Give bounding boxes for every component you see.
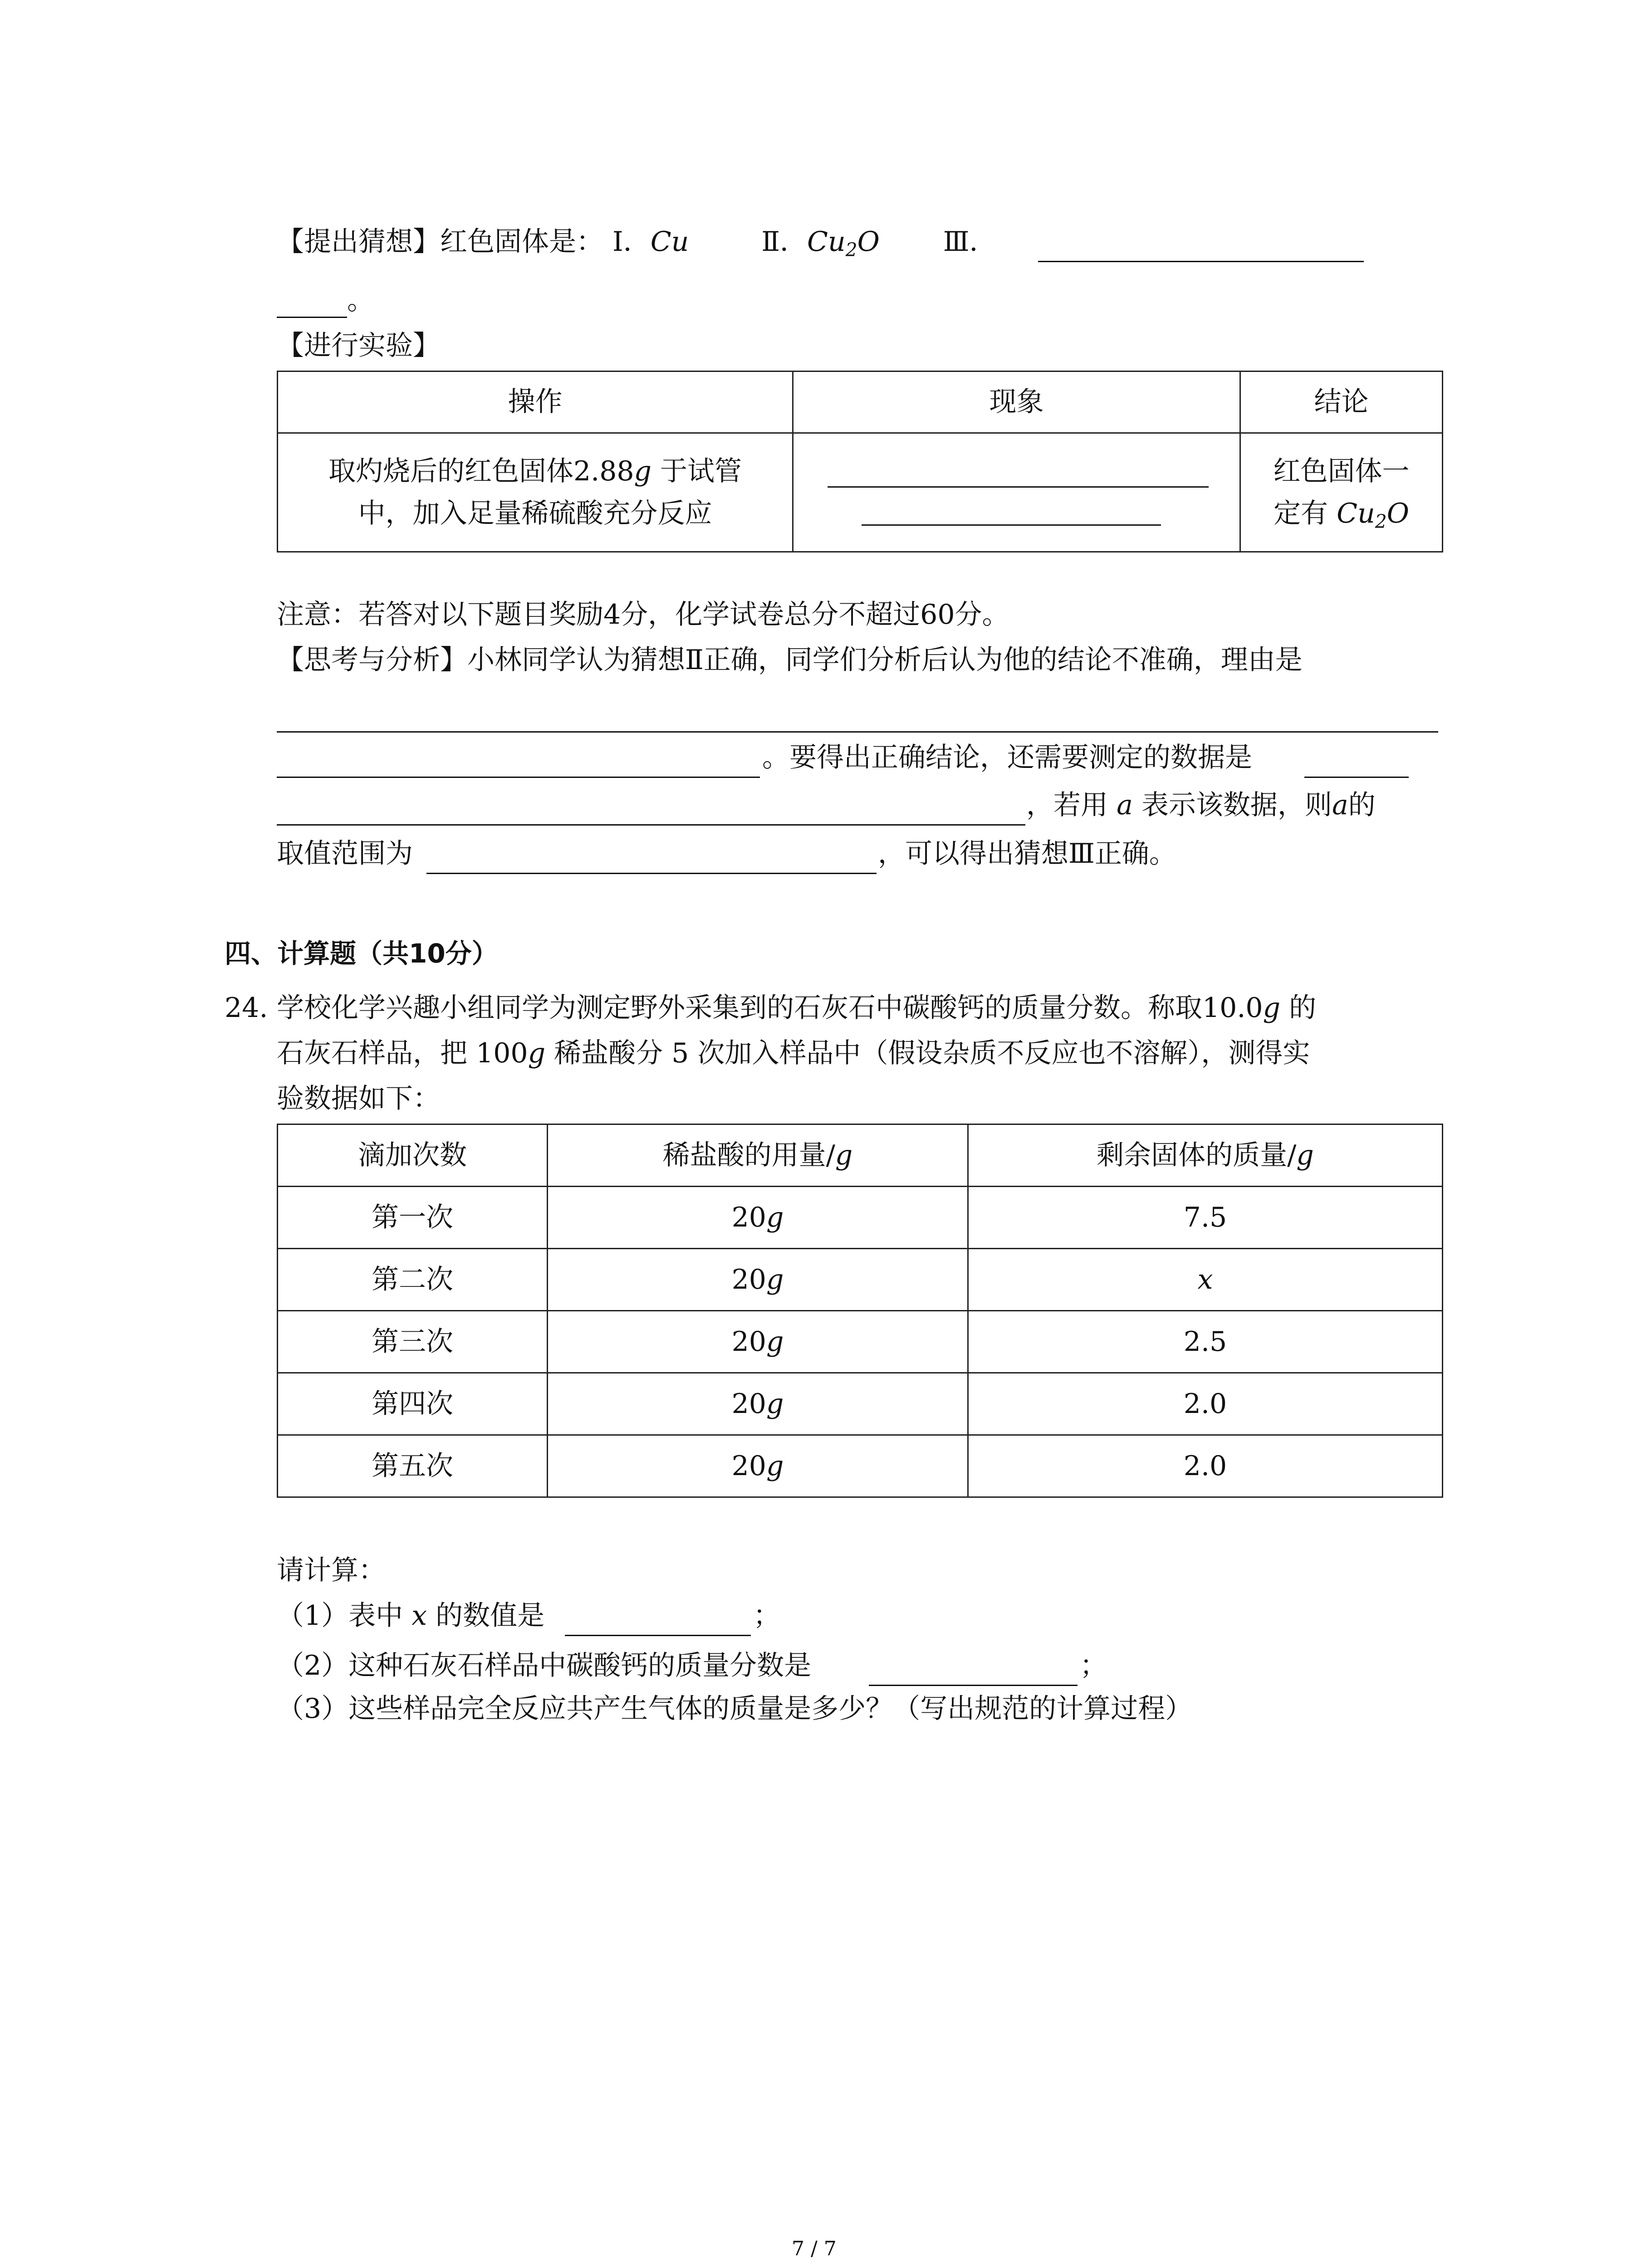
analysis-blank-reason-2[interactable]: [277, 777, 760, 778]
analysis-line-1: 【思考与分析】小林同学认为猜想Ⅱ正确，同学们分析后认为他的结论不准确，理由是: [277, 644, 1303, 676]
count-cell: 第一次: [278, 1187, 548, 1249]
subquestion-2-end: ；: [1080, 1650, 1107, 1681]
analysis-line-3-text: 。要得出正确结论，还需要测定的数据是: [762, 742, 1252, 773]
option-2-number: Ⅱ．: [761, 226, 808, 258]
subquestion-1-end: ；: [753, 1600, 780, 1632]
conclusion-cell: [1240, 433, 1443, 552]
acid-cell: 20g: [548, 1249, 968, 1311]
option-1-value: Cu: [650, 226, 689, 258]
subquestion-2-blank[interactable]: [869, 1685, 1078, 1686]
operation-cell: [278, 433, 793, 552]
table-row: [278, 1311, 1443, 1373]
header-acid-amount: 稀盐酸的用量/g: [548, 1124, 968, 1187]
table-row: [278, 1435, 1443, 1497]
subquestion-2: （2）这种石灰石样品中碳酸钙的质量分数是: [277, 1650, 812, 1681]
conclusion-line-2: 定有 $Cu_2O$: [1274, 497, 1409, 533]
phenomenon-blank-2[interactable]: [862, 524, 1161, 526]
subquestion-1: （1）表中 x 的数值是: [277, 1600, 545, 1632]
acid-cell: 20g: [548, 1187, 968, 1249]
analysis-blank-range[interactable]: [426, 873, 877, 874]
bonus-note: 注意：若答对以下题目奖励4分，化学试卷总分不超过60分。: [277, 599, 1009, 631]
phenomenon-blank-1[interactable]: [828, 486, 1209, 488]
option-3-number: Ⅲ．: [943, 226, 997, 258]
operation-line-1: 取灼烧后的红色固体2.88g 于试管: [328, 455, 742, 487]
option-1-number: Ⅰ．: [612, 226, 651, 258]
hypothesis-lead: 【提出猜想】红色固体是：: [277, 226, 603, 258]
header-conclusion: 结论: [1240, 371, 1443, 433]
table-row: [278, 1187, 1443, 1249]
question-24-line-2: 石灰石样品，把 100g 稀盐酸分 5 次加入样品中（假设杂质不反应也不溶解），测得实: [277, 1037, 1310, 1069]
experiment-table: [277, 371, 1443, 552]
hypothesis-line: [277, 226, 997, 261]
option-3-blank[interactable]: [1038, 261, 1364, 262]
analysis-line-5-tail: ，可以得出猜想Ⅲ正确。: [878, 838, 1176, 870]
question-24-number: 24.: [225, 992, 268, 1024]
acid-cell: 20g: [548, 1435, 968, 1497]
operation-line-2: 中，加入足量稀硫酸充分反应: [358, 497, 712, 529]
subquestion-1-blank[interactable]: [565, 1635, 751, 1636]
subquestion-3: （3）这些样品完全反应共产生气体的质量是多少？（写出规范的计算过程）: [277, 1693, 1193, 1725]
remain-cell: 2.5: [968, 1311, 1443, 1373]
remain-cell: 7.5: [968, 1187, 1443, 1249]
conclusion-line-1: 红色固体一: [1273, 455, 1410, 487]
acid-cell: 20g: [548, 1311, 968, 1373]
header-phenomenon: 现象: [793, 371, 1240, 433]
calc-lead: 请计算：: [277, 1554, 386, 1586]
phenomenon-cell: [793, 433, 1240, 552]
data-table: [277, 1124, 1443, 1498]
count-cell: 第三次: [278, 1311, 548, 1373]
table-row: [278, 1249, 1443, 1311]
page-number: 7 / 7: [792, 2237, 837, 2260]
remain-cell: 2.0: [968, 1435, 1443, 1497]
option-3-blank-cont[interactable]: [277, 317, 347, 318]
count-cell: 第五次: [278, 1435, 548, 1497]
remain-cell: 2.0: [968, 1373, 1443, 1435]
analysis-blank-reason-1[interactable]: [277, 731, 1438, 733]
analysis-blank-data-1[interactable]: [1304, 777, 1409, 778]
question-24-line-3: 验数据如下：: [277, 1083, 440, 1114]
analysis-line-4-text: ，若用 a 表示该数据，则a的: [1026, 789, 1376, 821]
question-24-line-1: 学校化学兴趣小组同学为测定野外采集到的石灰石中碳酸钙的质量分数。称取10.0g 的: [277, 992, 1317, 1024]
header-operation: 操作: [278, 371, 793, 433]
analysis-blank-data-2[interactable]: [277, 824, 1025, 826]
count-cell: 第四次: [278, 1373, 548, 1435]
section-4-title: 四、计算题（共10分）: [225, 938, 498, 969]
analysis-line-5-lead: 取值范围为: [277, 838, 413, 870]
header-remaining-mass: 剩余固体的质量/g: [968, 1124, 1443, 1187]
remain-cell: x: [968, 1249, 1443, 1311]
table-row: [278, 1373, 1443, 1435]
header-count: 滴加次数: [278, 1124, 548, 1187]
experiment-heading: 【进行实验】: [277, 330, 440, 362]
acid-cell: 20g: [548, 1373, 968, 1435]
count-cell: 第二次: [278, 1249, 548, 1311]
option-2-value: $Cu_2O$: [807, 226, 880, 261]
hypothesis-end-mark: 。: [347, 284, 374, 316]
